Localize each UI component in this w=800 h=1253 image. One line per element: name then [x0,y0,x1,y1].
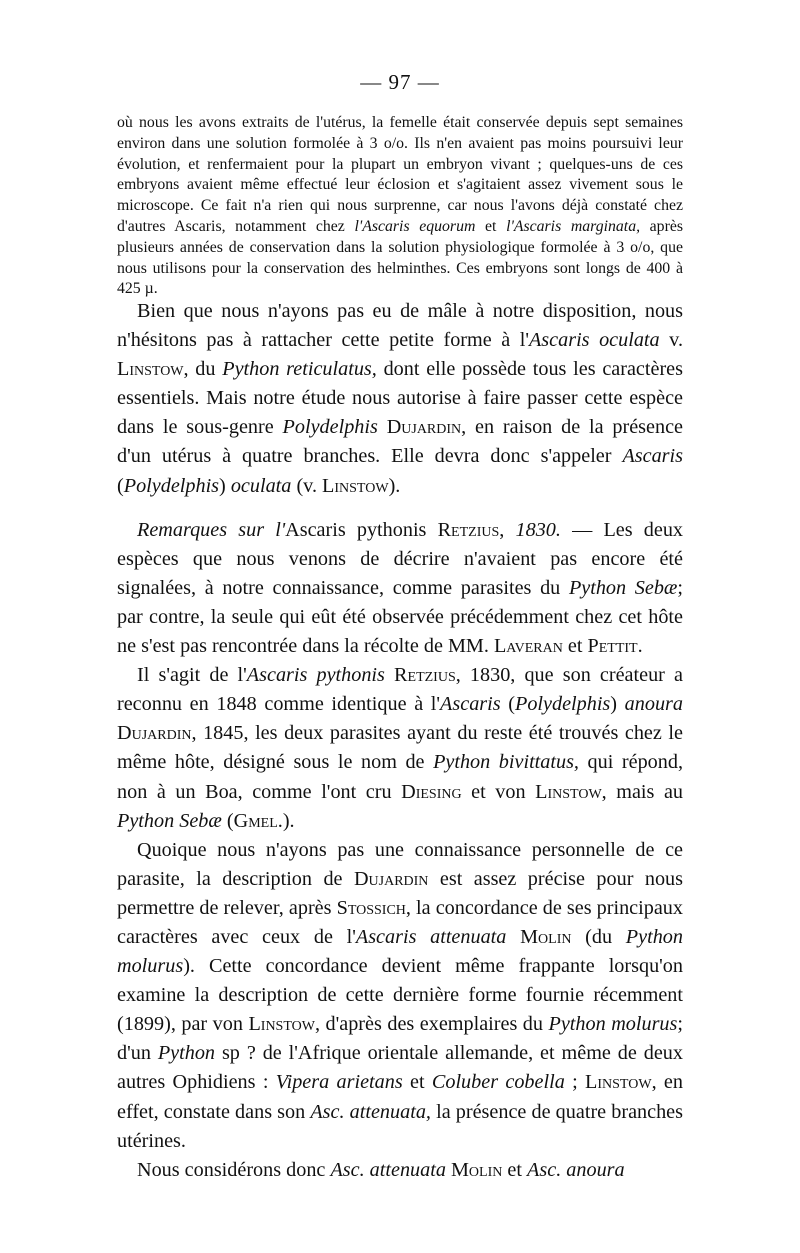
paragraph-concordance: Quoique nous n'ayons pas une connaissance personnelle de ce parasite, la description de Dujardin est assez précise pour nous permettre de relever, après Stossich, la concordance de ses principaux caractères avec ceux de l'Ascaris attenuata Molin (du Python molurus). Cette concordance devient même frappante lorsqu'on examine la description de cette dernière forme fournie récemment (1899), par von Linstow, d'après des exemplaires du Python molurus; d'un Python sp ? de l'Afrique orientale allemande, et même de deux autres Ophidiens : Vipera arietans et Coluber cobella ; Linstow, en effet, constate dans son Asc. attenuata, la présence de quatre branches utérines. [117,838,683,1152]
paragraph-conclusion: Bien que nous n'ayons pas eu de mâle à notre disposition, nous n'hésitons pas à rattacher cette petite forme à l'Ascaris oculata v. Linstow, du Python reticulatus, dont elle possède tous les caractères essentiels. Mais notre étude nous autorise à faire passer cette espèce dans le sous-genre Polydelphis Dujardin, en raison de la présence d'un utérus à quatre branches. Elle devra donc s'appeler Ascaris (Polydelphis) oculata (v. Linstow). [117,300,683,497]
page-number: — 97 — [360,70,440,94]
paragraph-remarks: Remarques sur l'Ascaris pythonis Retzius, 1830. — Les deux espèces que nous venons de décrire n'avaient pas encore été signalées, à notre connaissance, comme parasites du Python Sebæ; par contre, la seule qui eût été observée précédemment chez cet hôte ne s'est pas rencontrée dans la récolte de MM. Laveran et Pettit. [117,518,684,658]
paragraph-ascaris-pythonis: Il s'agit de l'Ascaris pythonis Retzius, 1830, que son créateur a reconnu en 1848 comme identique à l'Ascaris (Polydelphis) anoura Dujardin, 1845, les deux parasites ayant du reste été trouvés chez le même hôte, désigné sous le nom de Python bivittatus, qui répond, non à un Boa, comme l'ont cru Diesing et von Linstow, mais au Python Sebæ (Gmel.). [117,664,683,832]
paragraph-final-partial: Nous considérons donc Asc. attenuata Molin et Asc. anoura [137,1158,625,1181]
small-print-paragraph: où nous les avons extraits de l'utérus, la femelle était conservée depuis sept semaines environ dans une solution formolée à 3 o/o. Ils n'en avaient pas moins poursuivi leur évolution, et renfermaient pour la plupart un embryon vivant ; quelques-uns de ces embryons avaient même effectué leur éclosion et s'agitaient assez vivement sous le microscope. Ce fait n'a rien qui nous surprenne, car nous l'avons déjà constaté chez d'autres Ascaris, notamment chez l'Ascaris equorum et l'Ascaris marginata, après plusieurs années de conservation dans la solution physiologique formolée à 3 o/o, que nous utilisons pour la conservation des helminthes. Ces embryons sont longs de 400 à 425 µ. [117,114,684,298]
main-text [117,297,683,1185]
